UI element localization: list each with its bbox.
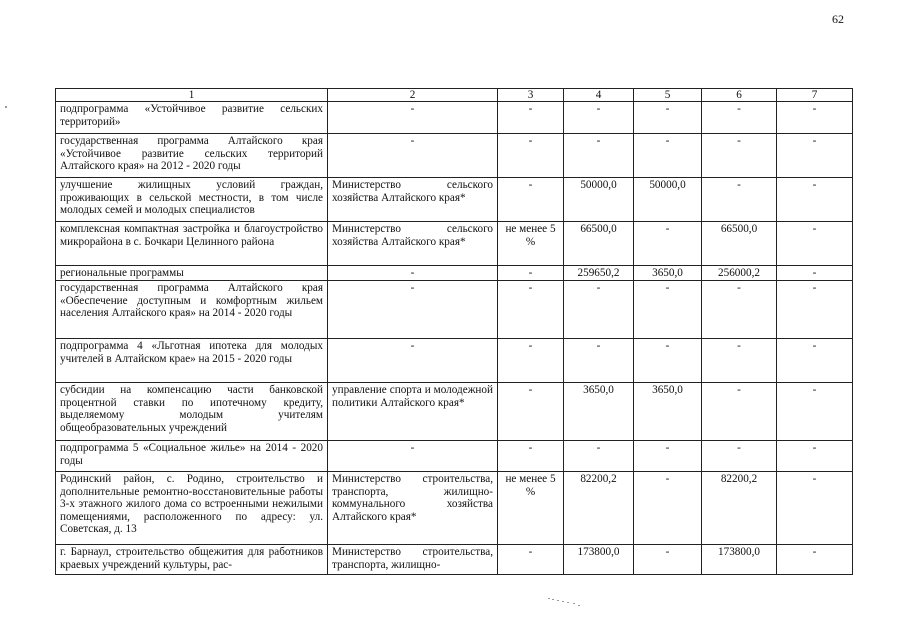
responsible-body: Министерство сельского хозяйства Алтайского края* [328,178,498,222]
page-number: 62 [832,12,844,26]
column-number: 7 [777,89,853,102]
responsible-body: Министерство строительства, транспорта, жилищно-коммунального хозяйства Алтайского края* [328,472,498,545]
amount-col5: - [634,545,702,575]
amount-col7: - [777,545,853,575]
amount-col5: - [634,134,702,178]
amount-col6: 173800,0 [702,545,777,575]
responsible-body: управление спорта и молодежной политики Алтайского края* [328,383,498,441]
amount-col7: - [777,266,853,281]
total-amount: 50000,0 [564,178,634,222]
amount-col5: - [634,472,702,545]
amount-col5: 3650,0 [634,266,702,281]
amount-col6: - [702,339,777,383]
row-title: подпрограмма «Устойчивое развитие сельских территорий» [56,102,328,134]
table-row [56,545,853,575]
responsible-body: - [328,441,498,472]
scan-artifact [548,596,582,606]
total-amount: 173800,0 [564,545,634,575]
row-title: государственная программа Алтайского края «Обеспечение доступным и комфортным жильем населения Алтайского края» на 2014 - 2020 годы [56,281,328,339]
column-number: 4 [564,89,634,102]
amount-col7: - [777,134,853,178]
amount-col5: - [634,441,702,472]
responsible-body: - [328,281,498,339]
amount-col6: 66500,0 [702,222,777,266]
cofinancing-share: не менее 5 % [498,222,564,266]
responsible-body: Министерство строительства, транспорта, жилищно- [328,545,498,575]
program-table [55,88,853,575]
responsible-body: - [328,102,498,134]
row-title: государственная программа Алтайского края «Устойчивое развитие сельских территорий Алтайского края» на 2012 - 2020 годы [56,134,328,178]
amount-col6: - [702,281,777,339]
cofinancing-share: - [498,178,564,222]
table-row [56,441,853,472]
column-number: 2 [328,89,498,102]
amount-col5: - [634,281,702,339]
column-number: 1 [56,89,328,102]
amount-col7: - [777,383,853,441]
total-amount: - [564,134,634,178]
total-amount: - [564,441,634,472]
amount-col6: - [702,383,777,441]
cofinancing-share: - [498,134,564,178]
responsible-body: - [328,339,498,383]
total-amount: 259650,2 [564,266,634,281]
cofinancing-share: не менее 5 % [498,472,564,545]
row-title: подпрограмма 5 «Социальное жилье» на 2014 - 2020 годы [56,441,328,472]
responsible-body: Министерство сельского хозяйства Алтайского края* [328,222,498,266]
column-number-row [56,89,853,102]
amount-col6: - [702,178,777,222]
amount-col7: - [777,281,853,339]
amount-col7: - [777,102,853,134]
responsible-body: - [328,134,498,178]
amount-col6: - [702,102,777,134]
amount-col5: 3650,0 [634,383,702,441]
total-amount: - [564,102,634,134]
total-amount: 66500,0 [564,222,634,266]
amount-col7: - [777,441,853,472]
total-amount: - [564,281,634,339]
table-row [56,472,853,545]
amount-col5: 50000,0 [634,178,702,222]
cofinancing-share: - [498,281,564,339]
row-title: Родинский район, с. Родино, строительство и дополнительные ремонтно-восстановительные работы 3-х этажного жилого дома со встроенными нежилыми помещениями, расположенного по адресу: ул. Советская, д. 13 [56,472,328,545]
amount-col6: 82200,2 [702,472,777,545]
row-title: улучшение жилищных условий граждан, проживающих в сельской местности, в том числе молодых семей и молодых специалистов [56,178,328,222]
amount-col5: - [634,339,702,383]
amount-col6: - [702,134,777,178]
table-row [56,178,853,222]
table-row [56,383,853,441]
row-title: региональные программы [56,266,328,281]
row-title: подпрограмма 4 «Льготная ипотека для молодых учителей в Алтайском крае» на 2015 - 2020 годы [56,339,328,383]
amount-col7: - [777,178,853,222]
amount-col6: - [702,441,777,472]
table-row [56,339,853,383]
cofinancing-share: - [498,266,564,281]
cofinancing-share: - [498,339,564,383]
responsible-body: - [328,266,498,281]
amount-col7: - [777,222,853,266]
cofinancing-share: - [498,545,564,575]
amount-col6: 256000,2 [702,266,777,281]
amount-col5: - [634,222,702,266]
column-number: 6 [702,89,777,102]
cofinancing-share: - [498,102,564,134]
table-row [56,222,853,266]
cofinancing-share: - [498,441,564,472]
table-row [56,102,853,134]
row-title: субсидии на компенсацию части банковской процентной ставки по ипотечному кредиту, выделяемому молодым учителям общеобразовательных учреждений [56,383,328,441]
row-title: комплексная компактная застройка и благоустройство микрорайона в с. Бочкари Целинного района [56,222,328,266]
amount-col7: - [777,339,853,383]
row-title: г. Барнаул, строительство общежития для работников краевых учреждений культуры, рас- [56,545,328,575]
total-amount: 3650,0 [564,383,634,441]
scan-speck [5,106,7,108]
column-number: 3 [498,89,564,102]
total-amount: - [564,339,634,383]
cofinancing-share: - [498,383,564,441]
total-amount: 82200,2 [564,472,634,545]
table-row [56,134,853,178]
amount-col5: - [634,102,702,134]
amount-col7: - [777,472,853,545]
column-number: 5 [634,89,702,102]
table-row [56,266,853,281]
table-row [56,281,853,339]
